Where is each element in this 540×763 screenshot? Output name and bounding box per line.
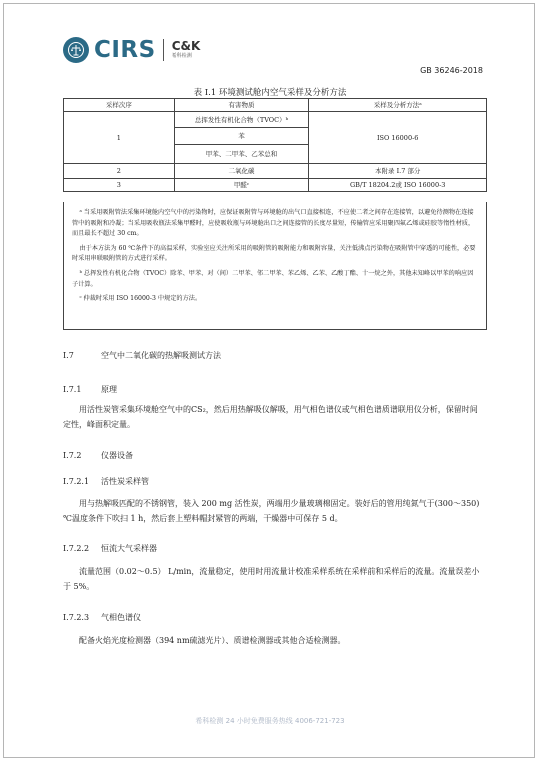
cell-order: 2	[64, 164, 175, 179]
table-note: ᵃ 当采用吸附管法采集环境舱内空气中的污染物时，应保证吸附管与环境舱的出气口直接相连，不应使二者之间存在连接管，以避免待测物在连接管中的吸附和冷凝；当采用吸收瓶法采集甲醛时，应使吸收瓶与环境舱出口之间连接管的长度尽量短，传输管应采用聚四氟乙烯或硅胶等惰性材质，而且最长不超过 30 cm。	[72, 209, 475, 238]
cell-method: 本附录 I.7 部分	[309, 164, 487, 179]
col-header-method: 采样及分析方法ᵃ	[309, 99, 487, 112]
section-title: 气相色谱仪	[101, 613, 141, 622]
table-header-row	[64, 99, 487, 112]
section-number: I.7.2.3	[63, 613, 90, 622]
partner-logo	[172, 40, 201, 60]
section-heading	[63, 612, 141, 623]
section-number: I.7	[63, 351, 74, 360]
section-number: I.7.1	[63, 385, 82, 394]
sampling-table	[63, 98, 487, 192]
cell-substance: 总挥发性有机化合物（TVOC）ᵇ	[174, 112, 309, 128]
cell-method: GB/T 18204.2或 ISO 16000-3	[309, 179, 487, 192]
company-logo	[63, 36, 200, 64]
table-row	[64, 164, 487, 179]
standard-number: GB 36246-2018	[420, 66, 483, 75]
section-number: I.7.2.2	[63, 544, 90, 553]
table-note: ᵇ 总挥发性有机化合物（TVOC）除苯、甲苯、对（间）二甲苯、邻二甲苯、苯乙烯、乙苯、乙酸丁酯、十一烷之外，其他未知峰以甲苯的响应因子计算。	[72, 269, 474, 288]
footer-hotline: 希科检测 24 小时免费服务热线 4006-721-723	[195, 717, 345, 725]
col-header-order: 采样次序	[64, 99, 175, 112]
section-heading	[63, 384, 117, 395]
cell-substance: 甲苯、二甲苯、乙苯总和	[174, 145, 309, 164]
section-title: 仪器设备	[101, 451, 133, 460]
cell-substance: 甲醛ᶜ	[174, 179, 309, 192]
logo-divider	[163, 39, 164, 61]
section-number: I.7.2	[63, 451, 82, 460]
section-title: 原理	[101, 385, 117, 394]
section-title: 恒流大气采样器	[101, 544, 157, 553]
partner-subname: 希科检测	[171, 53, 192, 59]
section-heading	[63, 476, 149, 487]
table-row	[64, 112, 487, 128]
section-number: I.7.2.1	[63, 477, 90, 486]
col-header-substance: 有害物质	[174, 99, 309, 112]
partner-name: C&K	[171, 39, 201, 53]
table-notes	[63, 202, 487, 330]
section-title: 空气中二氧化碳的热解吸测试方法	[101, 351, 221, 360]
table-row	[64, 179, 487, 192]
cell-method: ISO 16000-6	[309, 112, 487, 164]
cell-order: 3	[64, 179, 175, 192]
cell-substance: 苯	[174, 128, 309, 145]
section-heading	[63, 543, 157, 554]
body-paragraph: 用与热解吸匹配的不锈钢管，装入 200 mg 活性炭，两端用少量玻璃棉固定。装好后的管用纯氮气于(300～350) ℃温度条件下吹扫 1 h，然后套上塑料帽封紧管的两端，干燥器中可保存 5 d。	[63, 499, 480, 523]
brand-name: CIRS	[94, 36, 156, 63]
body-paragraph: 配备火焰光度检测器（394 nm硫滤光片）、质谱检测器或其他合适检测器。	[79, 636, 346, 645]
section-heading	[63, 350, 221, 361]
body-paragraph: 流量范围（0.02～0.5） L/min，流量稳定，使用时用流量计校准采样系统在采样前和采样后的流量。流量误差小于 5%。	[63, 567, 480, 591]
section-heading	[63, 450, 133, 461]
body-paragraph: 用活性炭管采集环境舱空气中的CS₂，然后用热解吸仪解吸，用气相色谱仪或气相色谱质谱联用仪分析，保留时间定性，峰面积定量。	[63, 405, 478, 429]
table-caption: 表 I.1 环境测试舱内空气采样及分析方法	[193, 88, 347, 98]
section-title: 活性炭采样管	[101, 477, 149, 486]
table-note: ᶜ 仲裁时采用 ISO 16000-3 中规定的方法。	[79, 295, 202, 303]
seal-icon	[63, 37, 89, 63]
cell-order: 1	[64, 112, 175, 164]
table-note: 由于本方法为 60 ℃条件下的高温采样，实验室应关注所采用的吸附管的吸附能力和吸附容量，关注低沸点污染物在吸附管中穿透的可能性，必要时采用串联吸附管的方式进行采样。	[72, 244, 476, 263]
cell-substance: 二氧化碳	[174, 164, 309, 179]
